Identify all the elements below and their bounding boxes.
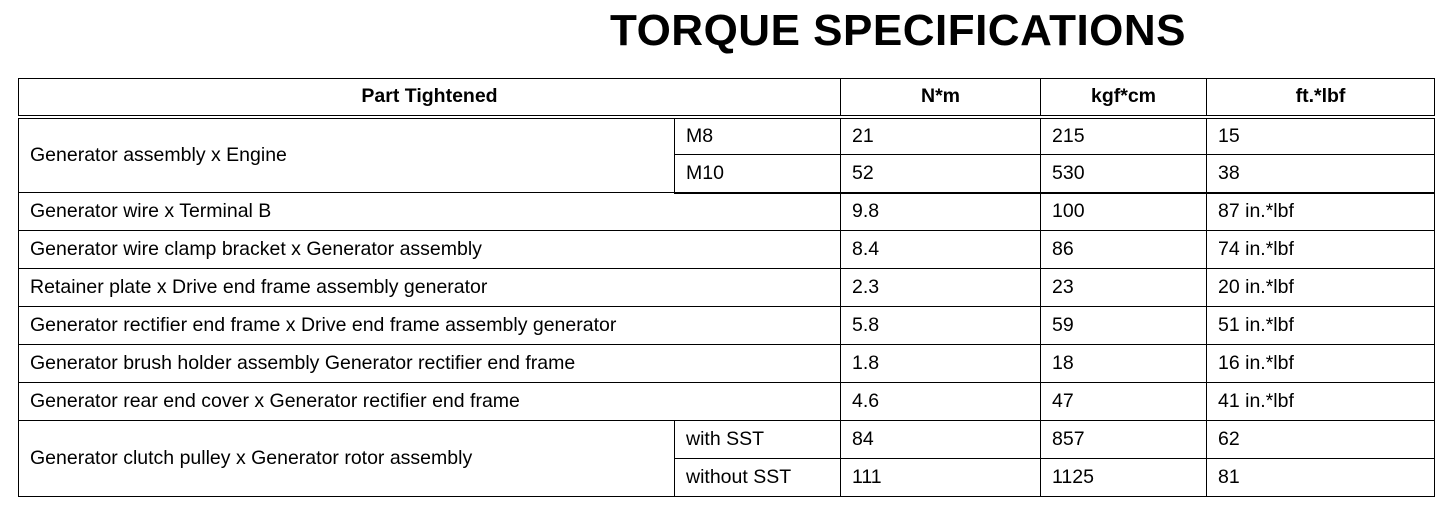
kgf-cell: 18 bbox=[1041, 345, 1207, 383]
header-kgf-cm: kgf*cm bbox=[1041, 79, 1207, 117]
ft-lbf-cell: 20 in.*lbf bbox=[1207, 269, 1435, 307]
nm-cell: 21 bbox=[841, 117, 1041, 155]
header-row bbox=[19, 79, 1435, 117]
kgf-cell: 1125 bbox=[1041, 459, 1207, 497]
sub-condition-cell: without SST bbox=[675, 459, 841, 497]
kgf-cell: 530 bbox=[1041, 155, 1207, 193]
kgf-cell: 86 bbox=[1041, 231, 1207, 269]
kgf-cell: 47 bbox=[1041, 383, 1207, 421]
sub-condition-cell: M10 bbox=[675, 155, 841, 193]
part-name-cell: Generator clutch pulley x Generator rotor assembly bbox=[19, 421, 675, 497]
part-name-cell: Generator rectifier end frame x Drive end frame assembly generator bbox=[19, 307, 841, 345]
nm-cell: 5.8 bbox=[841, 307, 1041, 345]
table-header bbox=[19, 79, 1435, 117]
header-part-tightened: Part Tightened bbox=[19, 79, 841, 117]
table-row bbox=[19, 269, 1435, 307]
part-name-cell: Generator rear end cover x Generator rectifier end frame bbox=[19, 383, 841, 421]
sub-condition-cell: with SST bbox=[675, 421, 841, 459]
sub-condition-cell: M8 bbox=[675, 117, 841, 155]
kgf-cell: 23 bbox=[1041, 269, 1207, 307]
nm-cell: 111 bbox=[841, 459, 1041, 497]
kgf-cell: 100 bbox=[1041, 193, 1207, 231]
header-nm: N*m bbox=[841, 79, 1041, 117]
part-name-cell: Generator wire x Terminal B bbox=[19, 193, 841, 231]
ft-lbf-cell: 62 bbox=[1207, 421, 1435, 459]
table-row bbox=[19, 193, 1435, 231]
kgf-cell: 59 bbox=[1041, 307, 1207, 345]
ft-lbf-cell: 81 bbox=[1207, 459, 1435, 497]
kgf-cell: 215 bbox=[1041, 117, 1207, 155]
table-row bbox=[19, 345, 1435, 383]
kgf-cell: 857 bbox=[1041, 421, 1207, 459]
header-ft-lbf: ft.*lbf bbox=[1207, 79, 1435, 117]
torque-spec-table bbox=[18, 78, 1435, 497]
ft-lbf-cell: 74 in.*lbf bbox=[1207, 231, 1435, 269]
nm-cell: 2.3 bbox=[841, 269, 1041, 307]
table-row bbox=[19, 231, 1435, 269]
nm-cell: 84 bbox=[841, 421, 1041, 459]
part-name-cell: Generator brush holder assembly Generator rectifier end frame bbox=[19, 345, 841, 383]
ft-lbf-cell: 15 bbox=[1207, 117, 1435, 155]
table-row bbox=[19, 383, 1435, 421]
table-row bbox=[19, 117, 1435, 155]
nm-cell: 1.8 bbox=[841, 345, 1041, 383]
nm-cell: 9.8 bbox=[841, 193, 1041, 231]
part-name-cell: Generator assembly x Engine bbox=[19, 117, 675, 193]
ft-lbf-cell: 87 in.*lbf bbox=[1207, 193, 1435, 231]
part-name-cell: Generator wire clamp bracket x Generator assembly bbox=[19, 231, 841, 269]
table-row bbox=[19, 307, 1435, 345]
part-name-cell: Retainer plate x Drive end frame assembly generator bbox=[19, 269, 841, 307]
ft-lbf-cell: 41 in.*lbf bbox=[1207, 383, 1435, 421]
ft-lbf-cell: 51 in.*lbf bbox=[1207, 307, 1435, 345]
nm-cell: 4.6 bbox=[841, 383, 1041, 421]
page-title: TORQUE SPECIFICATIONS bbox=[610, 6, 1187, 55]
nm-cell: 8.4 bbox=[841, 231, 1041, 269]
nm-cell: 52 bbox=[841, 155, 1041, 193]
ft-lbf-cell: 38 bbox=[1207, 155, 1435, 193]
table-row bbox=[19, 421, 1435, 459]
table-body bbox=[19, 117, 1435, 497]
ft-lbf-cell: 16 in.*lbf bbox=[1207, 345, 1435, 383]
